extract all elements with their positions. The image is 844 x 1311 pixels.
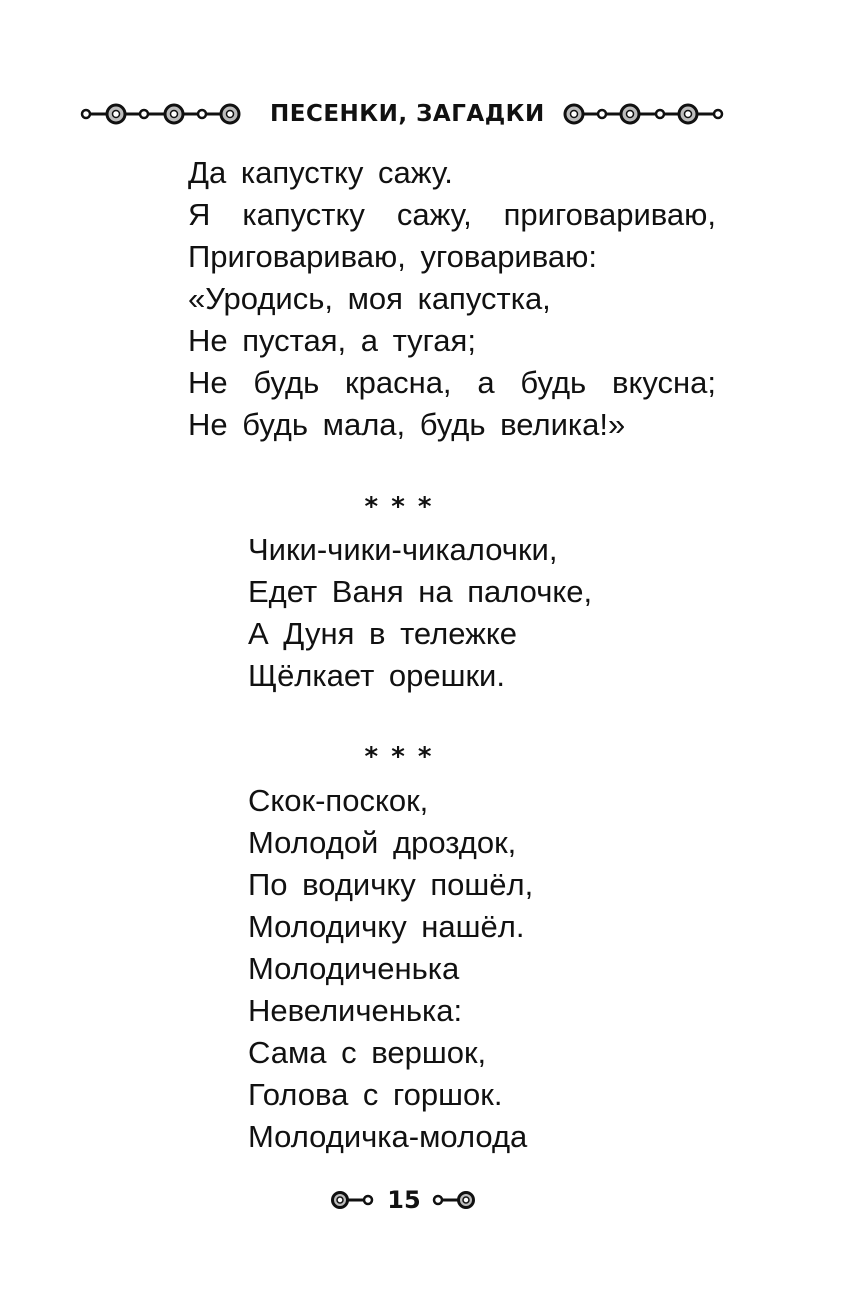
running-header (0, 92, 844, 136)
poem-line: «Уродись, моя капустка, (188, 281, 551, 316)
poem-line: Молодой дроздок, (248, 825, 517, 860)
stanza-separator: * * * (364, 492, 432, 522)
poem-line: Не пустая, а тугая; (188, 323, 476, 358)
poem-line: Я капустку сажу, приговариваю, (188, 197, 716, 232)
poem-line: По водичку пошёл, (248, 867, 534, 902)
poem-line: Да капустку сажу. (188, 155, 453, 190)
poem-line: Чики-чики-чикалочки, (248, 532, 558, 567)
page-footer (0, 1180, 844, 1220)
poem-line: Не будь красна, а будь вкусна; (188, 365, 716, 400)
chain-ornament-right-icon (432, 1189, 476, 1211)
poem-line: Едет Ваня на палочке, (248, 574, 593, 609)
poem-line: Сама с вершок, (248, 1035, 487, 1070)
chain-ornament-right-icon (560, 100, 724, 128)
poem-line: А Дуня в тележке (248, 616, 517, 651)
poem-line: Щёлкает орешки. (248, 658, 505, 693)
poem-stanza-1 (188, 152, 716, 446)
chain-ornament-left-icon (330, 1189, 374, 1211)
poem-stanza-3 (248, 780, 533, 1158)
poem-stanza-2 (248, 529, 592, 697)
poem-line: Молодиченька (248, 951, 460, 986)
section-title: ПЕСЕНКИ, ЗАГАДКИ (270, 101, 545, 127)
chain-ornament-left-icon (80, 100, 244, 128)
poem-line: Скок-поскок, (248, 783, 429, 818)
poem-line: Голова с горшок. (248, 1077, 503, 1112)
poem-line: Не будь мала, будь велика!» (188, 407, 626, 442)
poem-line: Невеличенька: (248, 993, 463, 1028)
poem-line: Приговариваю, уговариваю: (188, 239, 597, 274)
poem-line: Молодичка-молода (248, 1119, 528, 1154)
poem-line: Молодичку нашёл. (248, 909, 525, 944)
stanza-separator: * * * (364, 742, 432, 772)
page-number: 15 (387, 1186, 421, 1214)
